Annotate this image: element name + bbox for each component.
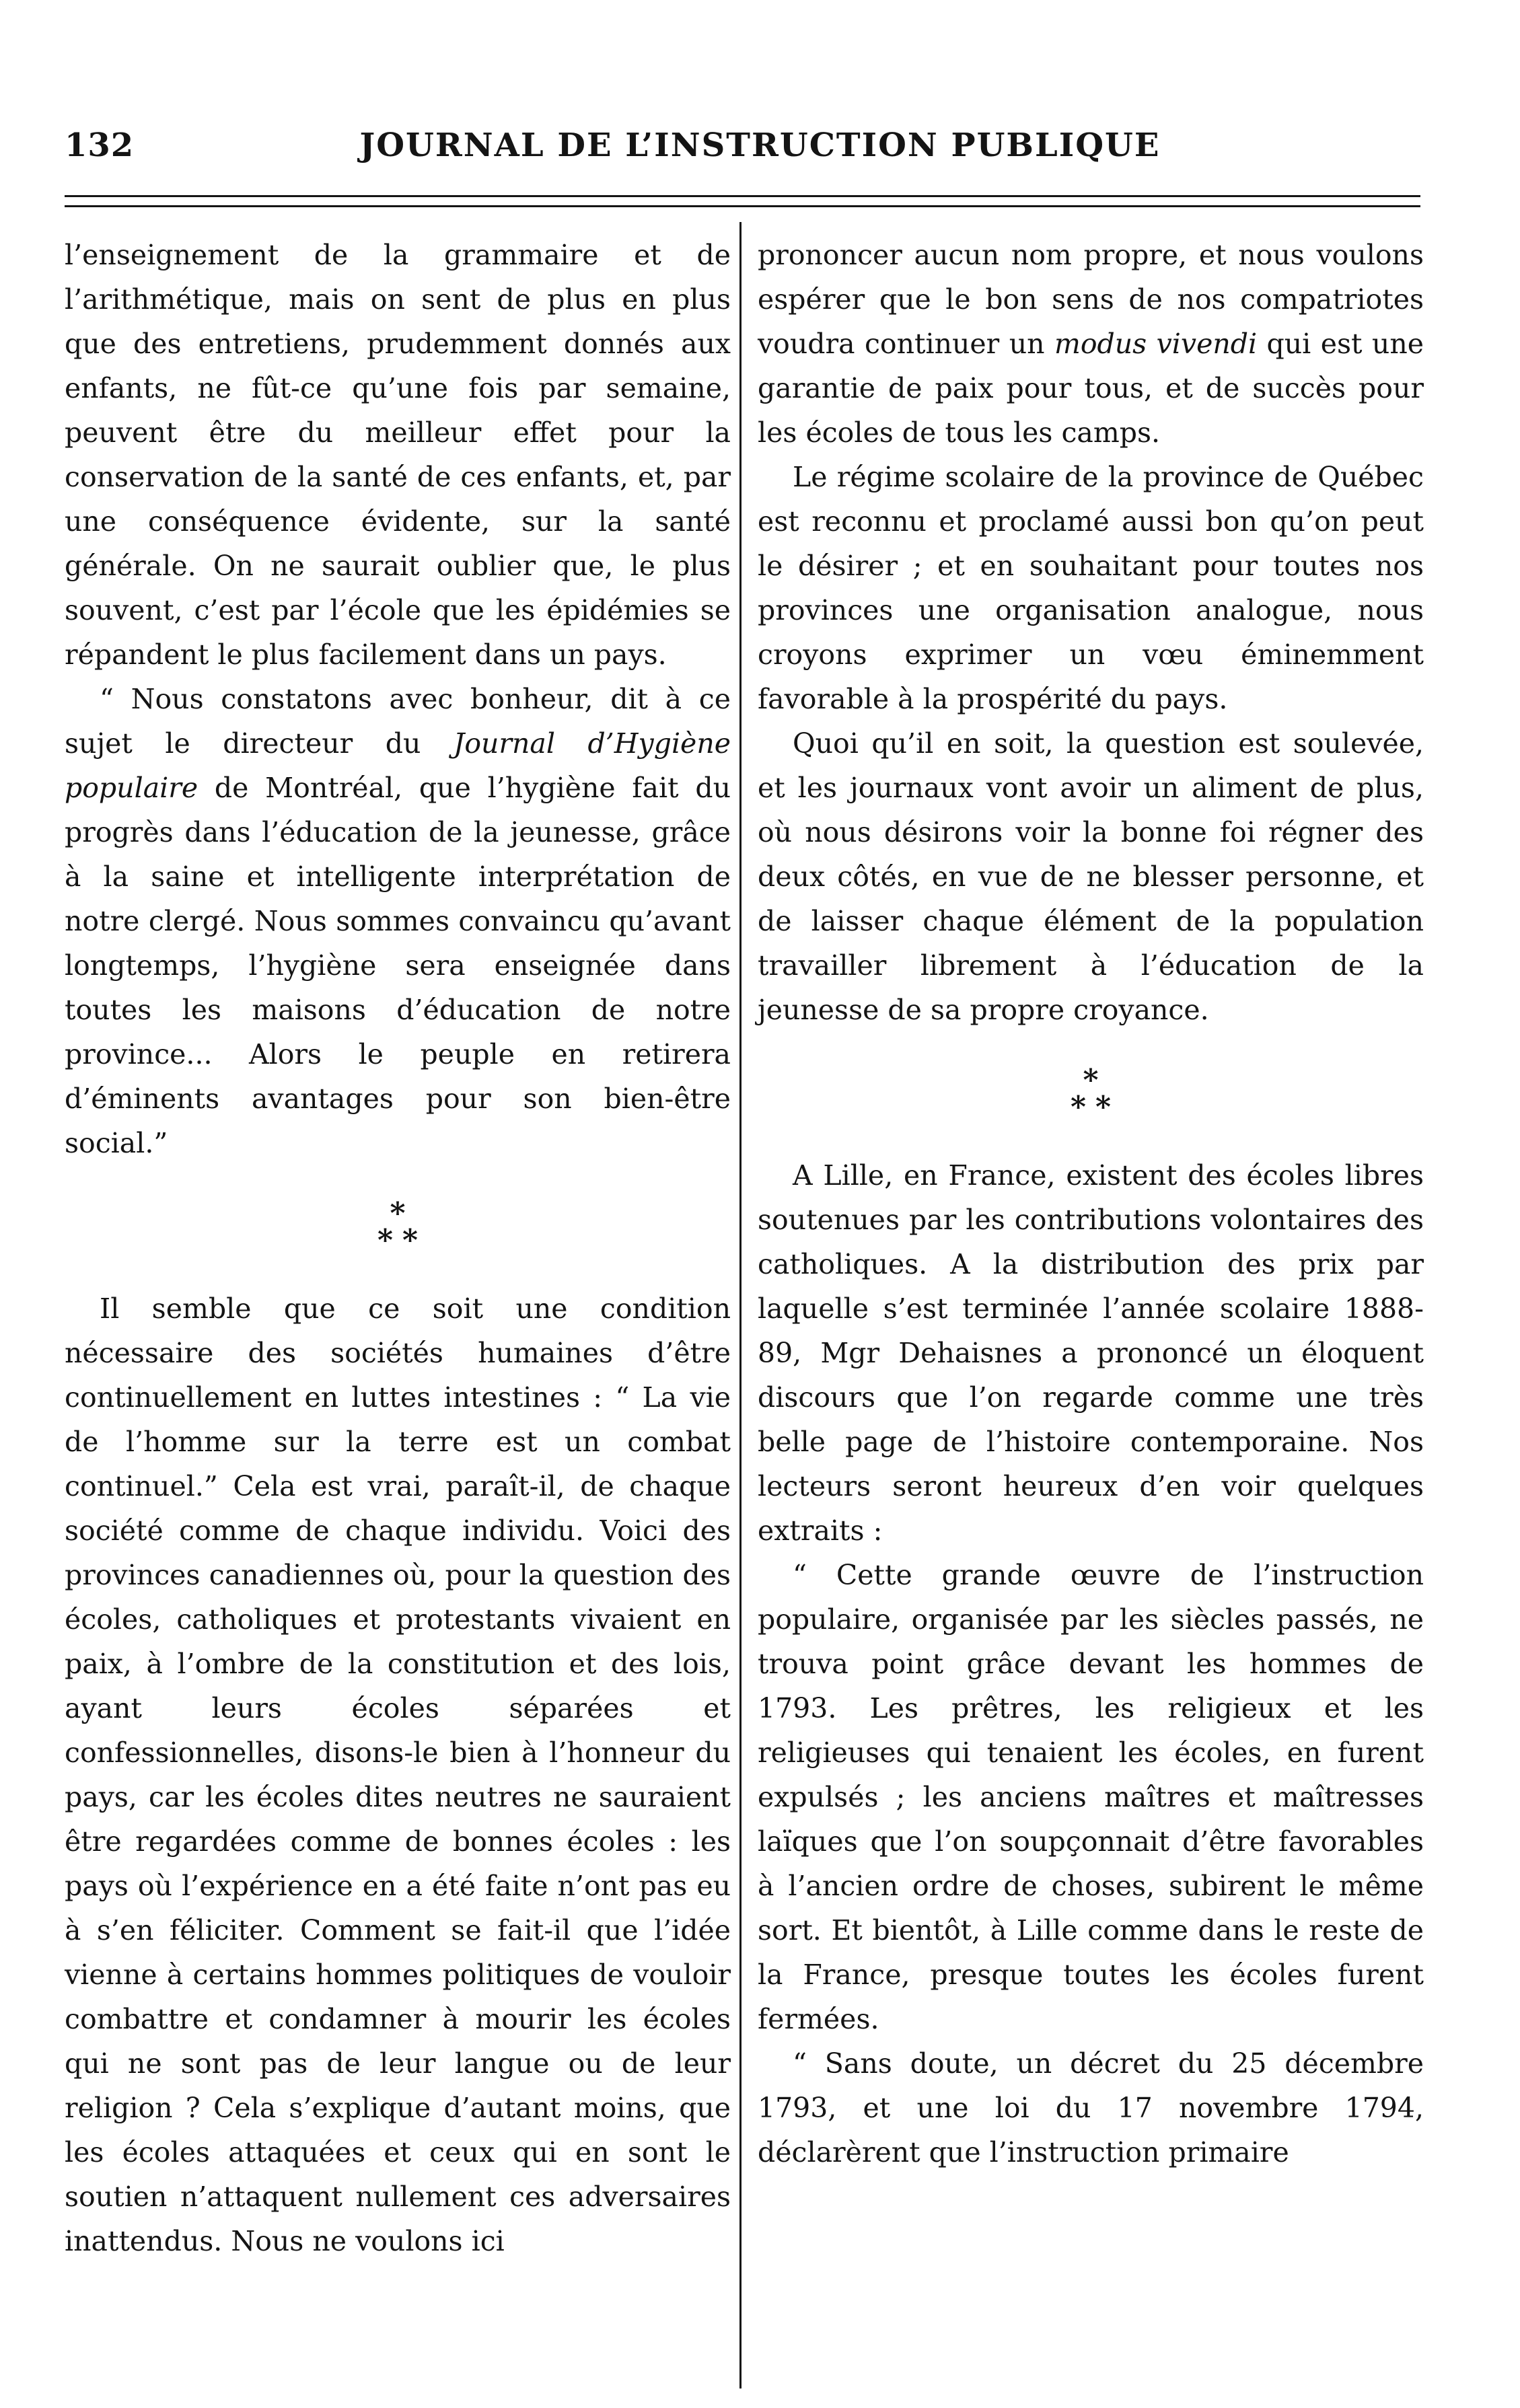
header-rule-bottom [65, 205, 1420, 207]
right-paragraph-1 [758, 233, 1424, 455]
running-title: JOURNAL DE L’INSTRUCTION PUBLIQUE [359, 126, 1161, 164]
right-column [758, 233, 1424, 2175]
right-paragraph-1-latin-phrase: modus vivendi [1054, 328, 1258, 360]
separator-star-pair: ** [377, 1223, 428, 1257]
left-paragraph-2-journal-title: Journal d’Hygiène populaire [65, 727, 731, 804]
left-paragraph-2-text-b: de Montréal, que l’hygiène fait du progrès dans l’éducation de la jeunesse, grâce à la saine et intelligente interprétation de notre clergé. Nous sommes convaincu qu’avant longtemps, l’hygiène sera enseignée dans toutes les maisons d’éducation de notre province... Alors le peuple en retirera d’éminents avantages pour son bien-être social.” [65, 772, 731, 1159]
left-section-separator [65, 1196, 731, 1257]
right-paragraph-3: Quoi qu’il en soit, la question est soulevée, et les journaux vont avoir un aliment de plus, où nous désirons voir la bonne foi régner des deux côtés, en vue de ne blesser personne, et de laisser chaque élément de la population travailler librement à l’éducation de la jeunesse de sa propre croyance. [758, 727, 1424, 1026]
right-section-separator [758, 1063, 1424, 1124]
left-column [65, 233, 731, 2263]
separator-star-pair: ** [1070, 1090, 1121, 1124]
right-paragraph-2: Le régime scolaire de la province de Québec est reconnu et proclamé aussi bon qu’on peut le désirer ; et en souhaitant pour toutes nos provinces une organisation analogue, nous croyons exprimer un vœu éminemment favorable à la prospérité du pays. [758, 461, 1424, 715]
separator-star-top: * [1083, 1063, 1099, 1097]
left-paragraph-3: Il semble que ce soit une condition nécessaire des sociétés humaines d’être continuellement en luttes intestines : “ La vie de l’homme sur la terre est un combat continuel.” Cela est vrai, paraît-il, de chaque société comme de chaque individu. Voici des provinces canadiennes où, pour la question des écoles, catholiques et protestants vivaient en paix, à l’ombre de la constitution et des lois, ayant leurs écoles séparées et confessionnelles, disons-le bien à l’honneur du pays, car les écoles dites neutres ne sauraient être regardées comme de bonnes écoles : les pays où l’expérience en a été faite n’ont pas eu à s’en féliciter. Comment se fait-il que l’idée vienne à certains hommes politiques de vouloir combattre et condamner à mourir les écoles qui ne sont pas de leur langue ou de leur religion ? Cela s’explique d’autant moins, que les écoles attaquées et ceux qui en sont le soutien n’attaquent nullement ces adversaires inattendus. Nous ne voulons ici [65, 1292, 731, 2257]
right-paragraph-5: “ Cette grande œuvre de l’instruction populaire, organisée par les siècles passés, ne trouva point grâce devant les hommes de 1793. Les prêtres, les religieux et les religieuses qui tenaient les écoles, en furent expulsés ; les anciens maîtres et maîtresses laïques que l’on soupçonnait d’être favorables à l’ancien ordre de choses, subirent le même sort. Et bientôt, à Lille comme dans le reste de la France, presque toutes les écoles furent fermées. [758, 1559, 1424, 2035]
page-number: 132 [65, 126, 135, 164]
left-paragraph-2-text-a: “ Nous constatons avec bonheur, dit à ce sujet le directeur du [65, 683, 731, 760]
header-rule-top [65, 195, 1420, 197]
left-paragraph-2 [65, 677, 731, 1165]
right-paragraph-6: “ Sans doute, un décret du 25 décembre 1793, et une loi du 17 novembre 1794, déclarèrent que l’instruction primaire [758, 2047, 1424, 2168]
right-paragraph-1-text-b: qui est une garantie de paix pour tous, et de succès pour les écoles de tous les camps. [758, 328, 1424, 449]
right-paragraph-4: A Lille, en France, existent des écoles libres soutenues par les contributions volontaires des catholiques. A la distribution des prix par laquelle s’est terminée l’année scolaire 1888-89, Mgr Dehaisnes a prononcé un éloquent discours que l’on regarde comme une très belle page de l’histoire contemporaine. Nos lecteurs seront heureux d’en voir quelques extraits : [758, 1159, 1424, 1547]
separator-star-top: * [390, 1196, 406, 1231]
left-paragraph-1: l’enseignement de la grammaire et de l’arithmétique, mais on sent de plus en plus que des entretiens, prudemment donnés aux enfants, ne fût-ce qu’une fois par semaine, peuvent être du meilleur effet pour la conservation de la santé de ces enfants, et, par une conséquence évidente, sur la santé générale. On ne saurait oublier que, le plus souvent, c’est par l’école que les épidémies se répandent le plus facilement dans un pays. [65, 239, 731, 671]
right-paragraph-1-text-a: prononcer aucun nom propre, et nous voulons espérer que le bon sens de nos compatriotes voudra continuer un [758, 239, 1424, 360]
column-divider [739, 222, 741, 2388]
